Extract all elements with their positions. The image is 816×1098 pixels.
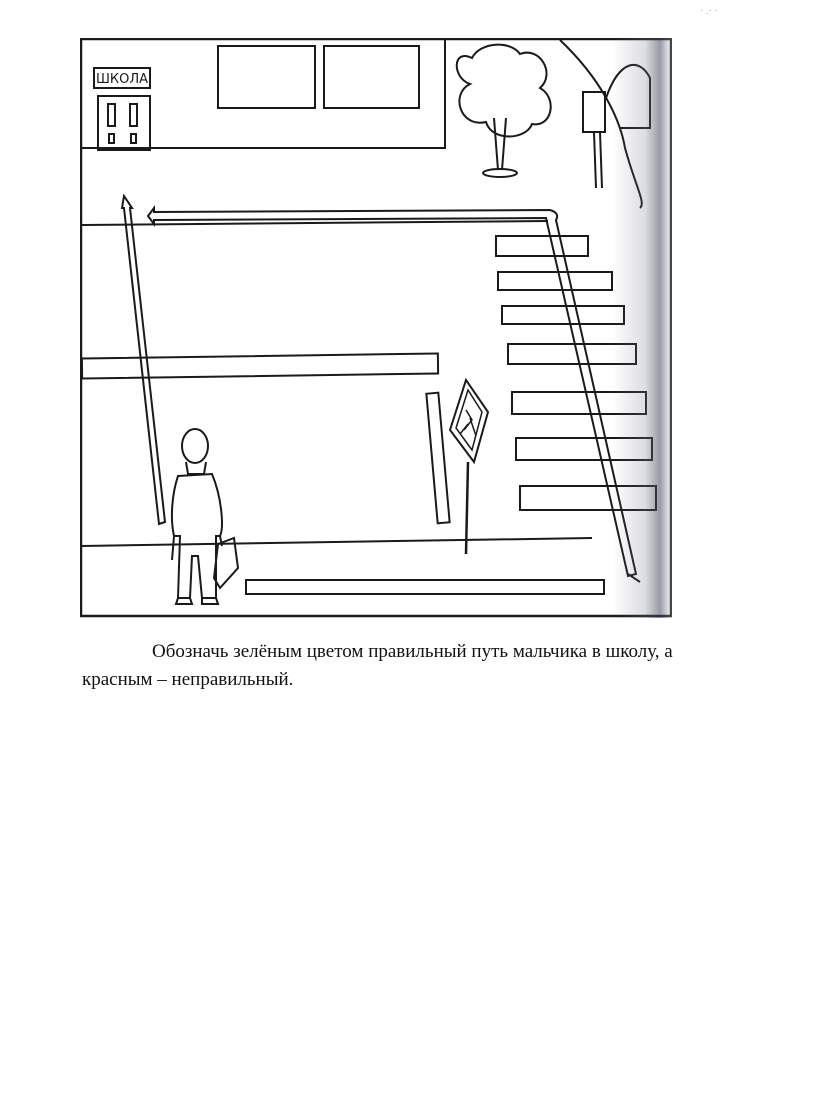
school-building (82, 40, 445, 148)
school-sign: ШКОЛА (95, 72, 149, 87)
stop-line-bottom (246, 580, 604, 594)
tree (457, 45, 551, 177)
zebra-crossing (496, 236, 656, 510)
path-arrow-straight (122, 196, 165, 524)
school-door (98, 96, 150, 150)
lane-marking-center (82, 354, 438, 379)
divider-bar (426, 393, 449, 524)
road-edge-bottom (82, 538, 592, 546)
pedestrian-crossing-sign (450, 380, 488, 554)
boy-figure (172, 429, 238, 604)
traffic-light (583, 65, 650, 188)
scan-specks: · .· · (700, 6, 718, 17)
school-window-right (324, 46, 419, 108)
instruction-text: Обозначь зелёным цветом правильный путь мальчика в школу, а красным – неправильный. (82, 641, 673, 690)
school-window-left (218, 46, 315, 108)
road-illustration (80, 38, 672, 618)
